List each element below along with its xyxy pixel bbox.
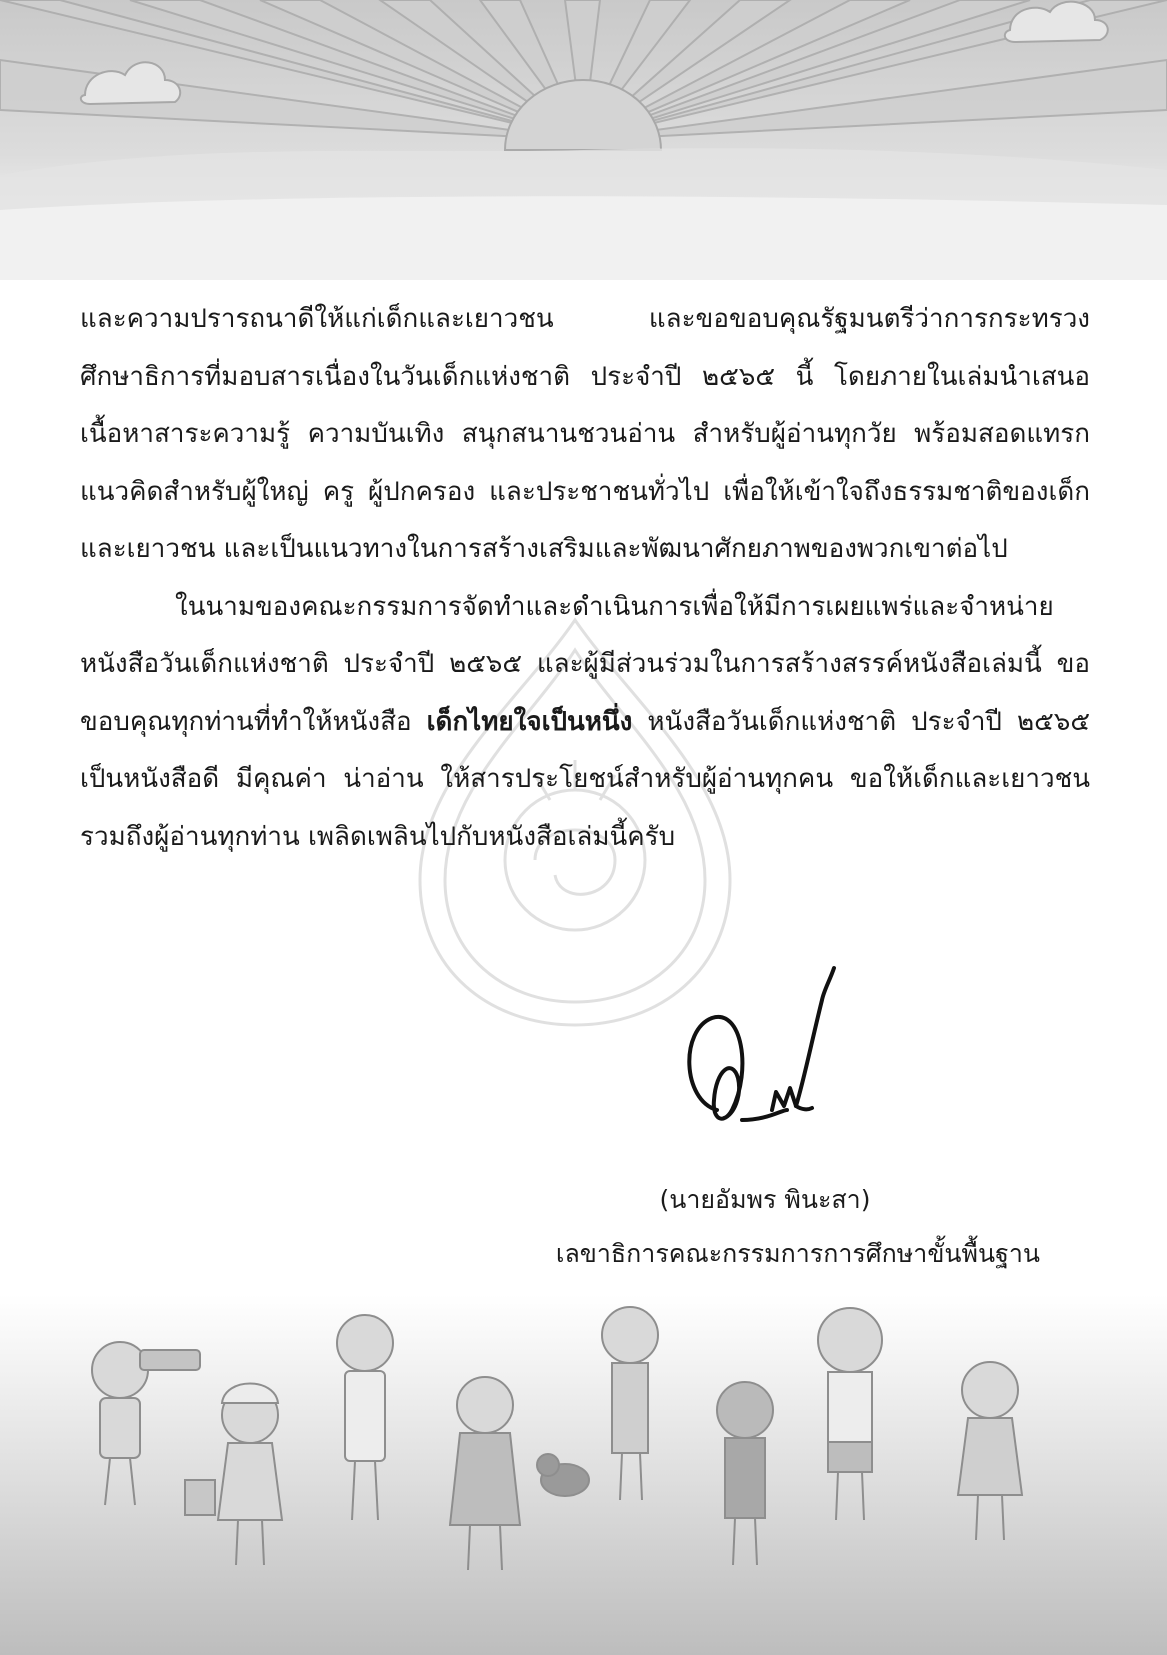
sunrise-illustration xyxy=(0,0,1167,280)
paragraph-2-text-b: หนังสือวันเด็กแห่งชาติ ประจำปี ๒๕๖๕ เป็นหนังสือดี มีคุณค่า น่าอ่าน ให้สารประโยชน์สำหรับผู้อ่านทุกคน ขอให้เด็กและเยาวชน รวมถึงผู้อ่านทุกท่าน เพลิดเพลินไปกับหนังสือเล่มนี้ครับ xyxy=(80,706,1090,852)
children-illustration xyxy=(0,1295,1167,1655)
letter-body xyxy=(80,291,1090,866)
paragraph-2-text-a: ในนามของคณะกรรมการจัดทำและดำเนินการเพื่อให้มีการเผยแพร่และจำหน่ายหนังสือวันเด็กแห่งชาติ ประจำปี ๒๕๖๕ และผู้มีส่วนร่วมในการสร้างสรรค์หนังสือเล่มนี้ ขอขอบคุณทุกท่านที่ทำให้หนังสือ xyxy=(80,591,1090,737)
signer-name: (นายอัมพร พินะสา) xyxy=(659,1185,871,1214)
signer-title: เลขาธิการคณะกรรมการการศึกษาขั้นพื้นฐาน xyxy=(555,1239,1040,1268)
book-title: เด็กไทยใจเป็นหนึ่ง xyxy=(426,706,633,737)
paragraph-1: และความปรารถนาดีให้แก่เด็กและเยาวชน และขอขอบคุณรัฐมนตรีว่าการกระทรวงศึกษาธิการที่มอบสารเนื่องในวันเด็กแห่งชาติ ประจำปี ๒๕๖๕ นี้ โดยภายในเล่มนำเสนอเนื้อหาสาระความรู้ ความบันเทิง สนุกสนานชวนอ่าน สำหรับผู้อ่านทุกวัย พร้อมสอดแทรกแนวคิดสำหรับผู้ใหญ่ ครู ผู้ปกครอง และประชาชนทั่วไป เพื่อให้เข้าใจถึงธรรมชาติของเด็กและเยาวชน และเป็นแนวทางในการสร้างเสริมและพัฒนาศักยภาพของพวกเขาต่อไป xyxy=(80,304,1090,564)
handwritten-signature xyxy=(672,960,862,1150)
paragraph-2 xyxy=(80,579,1090,867)
